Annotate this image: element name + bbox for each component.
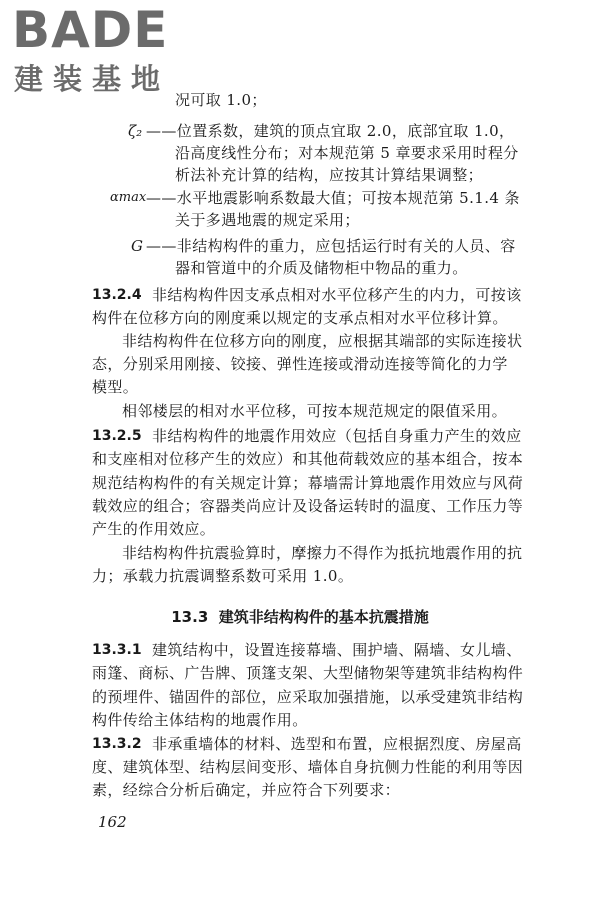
- clause-line: 载效应的组合；容器类尚应计及设备运转时的温度、工作压力等: [92, 497, 524, 515]
- paragraph-line: 相邻楼层的相对水平位移，可按本规范规定的限值采用。: [122, 402, 508, 420]
- paragraph-line: 非结构构件抗震验算时，摩擦力不得作为抵抗地震作用的抗: [122, 544, 523, 562]
- clause-line: 非结构构件的地震作用效应（包括自身重力产生的效应: [152, 427, 522, 445]
- clause-line: 建筑结构中，设置连接幕墙、围护墙、隔墙、女儿墙、: [152, 641, 522, 659]
- paragraph-line: 非结构构件在位移方向的刚度，应根据其端部的实际连接状: [122, 332, 523, 350]
- logo-brand: BADE: [12, 1, 169, 59]
- clause-line: 非结构构件因支承点相对水平位移产生的内力，可按该: [152, 286, 522, 304]
- paragraph-line: 力；承载力抗震调整系数可采用 1.0。: [92, 567, 354, 585]
- clause-line: 和支座相对位移产生的效应）和其他荷载效应的基本组合，按本: [92, 450, 524, 468]
- def-line: 析法补充计算的结构，应按其计算结果调整；: [175, 166, 484, 184]
- clause-line: 规范结构构件的有关规定计算；幕墙需计算地震作用效应与风荷: [92, 474, 524, 492]
- section-title: 建筑非结构构件的基本抗震措施: [218, 608, 429, 626]
- paragraph-line: 态，分别采用刚接、铰接、弹性连接或滑动连接等简化的力学: [92, 355, 508, 373]
- clause-line: 构件在位移方向的刚度乘以规定的支承点相对水平位移计算。: [92, 309, 508, 327]
- clause-line: 度、建筑体型、结构层间变形、墙体自身抗侧力性能的利用等因: [92, 758, 524, 776]
- clause-line: 构件传给主体结构的地震作用。: [92, 711, 308, 729]
- clause-line: 雨篷、商标、广告牌、顶篷支架、大型储物架等建筑非结构构件: [92, 664, 524, 682]
- logo-subtitle: 建装基地: [14, 62, 171, 96]
- paragraph-line: 模型。: [92, 378, 139, 396]
- clause-number: 13.3.1: [92, 642, 142, 658]
- def-line: 关于多遇地震的规定采用；: [175, 211, 360, 229]
- def-line: ——位置系数，建筑的顶点宜取 2.0，底部宜取 1.0，: [146, 122, 515, 140]
- def-line: ——水平地震影响系数最大值；可按本规范第 5.1.4 条: [146, 189, 520, 207]
- clause-number: 13.2.4: [92, 287, 142, 303]
- def-line: ——非结构构件的重力，应包括运行时有关的人员、容: [146, 237, 516, 255]
- def-symbol-alpha-max: αmax: [110, 190, 147, 205]
- def-line: 况可取 1.0；: [175, 91, 267, 109]
- clause-number: 13.2.5: [92, 428, 142, 444]
- clause-line: 的预埋件、锚固件的部位，应采取加强措施，以承受建筑非结构: [92, 688, 524, 706]
- clause-line: 素，经综合分析后确定，并应符合下列要求：: [92, 781, 401, 799]
- section-heading: [0, 607, 600, 627]
- clause-line: 产生的作用效应。: [92, 520, 216, 538]
- clause-line: 非承重墙体的材料、选型和布置，应根据烈度、房屋高: [152, 735, 522, 753]
- clause-number: 13.3.2: [92, 736, 142, 752]
- section-number: 13.3: [171, 608, 209, 626]
- page-number: 162: [98, 813, 127, 831]
- def-symbol-g: G: [131, 237, 143, 255]
- def-line: 器和管道中的介质及储物柜中物品的重力。: [175, 259, 468, 277]
- def-symbol-zeta2: ζ₂: [128, 122, 143, 140]
- def-line: 沿高度线性分布；对本规范第 5 章要求采用时程分: [175, 144, 519, 162]
